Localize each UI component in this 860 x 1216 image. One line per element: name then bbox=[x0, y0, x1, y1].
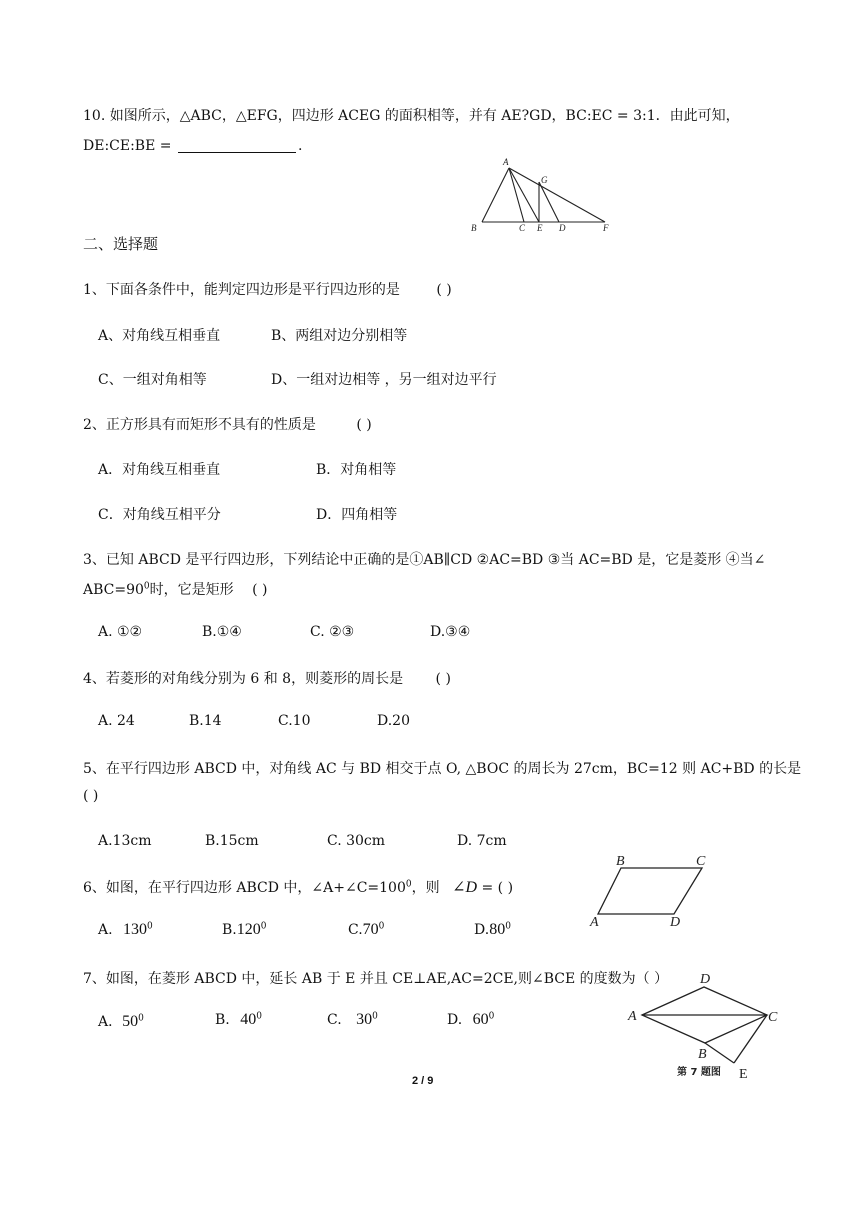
section-title: 二、选择题 bbox=[83, 235, 159, 253]
label-C: C bbox=[768, 1010, 778, 1025]
q5-option-d[interactable]: D. 7cm bbox=[457, 833, 507, 849]
q6-stem bbox=[83, 877, 513, 897]
q6-option-a-degree: 0 bbox=[147, 921, 153, 932]
q7-option-c[interactable] bbox=[327, 1011, 378, 1029]
q4-option-c[interactable]: C.10 bbox=[278, 713, 311, 729]
q10-answer-blank[interactable] bbox=[178, 138, 296, 153]
q7-option-a-label: A． bbox=[98, 1014, 123, 1030]
q3-line2-post: 时，它是矩形 bbox=[149, 582, 234, 598]
q6-option-c-label: C. bbox=[348, 922, 363, 938]
q2-option-b[interactable]: B．对角相等 bbox=[316, 462, 397, 478]
q1-stem-text: 1、下面各条件中，能判定四边形是平行四边形的是 bbox=[83, 282, 400, 298]
label-C: C bbox=[519, 223, 526, 233]
q7-option-a[interactable] bbox=[98, 1011, 144, 1031]
q7-option-d-label: D. bbox=[447, 1012, 463, 1028]
q7-figure-caption: 第 7 题图 bbox=[677, 1067, 721, 1078]
line-GD bbox=[539, 182, 559, 222]
q1-option-b[interactable]: B、两组对边分别相等 bbox=[271, 328, 408, 344]
q3-option-b[interactable]: B.①④ bbox=[202, 624, 242, 640]
label-E: E bbox=[537, 223, 543, 233]
q1-option-a[interactable]: A、对角线互相垂直 bbox=[98, 328, 221, 344]
label-B: B bbox=[471, 223, 477, 233]
q5-line1: 5、在平行四边形 ABCD 中，对角线 AC 与 BD 相交于点 O, △BOC 的周长为 27cm，BC=12 则 AC+BD 的长是 bbox=[83, 761, 802, 777]
q6-parallelogram-figure bbox=[586, 850, 716, 932]
q2-option-d[interactable]: D．四角相等 bbox=[316, 507, 398, 523]
q7-option-d-value: 60 bbox=[472, 1011, 489, 1028]
q7-option-b-degree: 0 bbox=[256, 1011, 262, 1022]
q7-option-b[interactable] bbox=[215, 1011, 262, 1029]
q3-option-d[interactable]: D.③④ bbox=[430, 624, 471, 640]
q5-answer-paren[interactable]: ( ) bbox=[83, 788, 99, 804]
q6-stem-pre: 6、如图，在平行四边形 ABCD 中，∠A+∠C=100 bbox=[83, 880, 406, 896]
q10-line2-suffix: . bbox=[297, 138, 303, 154]
q3-option-a[interactable]: A. ①② bbox=[98, 624, 143, 640]
label-B: B bbox=[616, 854, 625, 869]
q10-triangle-figure bbox=[468, 156, 618, 236]
q6-option-a-value: 130 bbox=[123, 921, 148, 938]
q2-option-a[interactable]: A．对角线互相垂直 bbox=[98, 462, 221, 478]
q6-option-a[interactable] bbox=[98, 921, 153, 939]
q2-option-c[interactable]: C．对角线互相平分 bbox=[98, 507, 221, 523]
q6-degree: 0 bbox=[405, 879, 412, 890]
q6-option-b-value: 120 bbox=[236, 921, 261, 938]
q6-option-d[interactable] bbox=[474, 921, 511, 939]
q7-rhombus-figure bbox=[622, 965, 787, 1085]
q7-option-a-degree: 0 bbox=[138, 1013, 144, 1024]
label-A: A bbox=[590, 915, 599, 930]
q6-option-c-degree: 0 bbox=[378, 921, 385, 932]
label-G: G bbox=[541, 175, 548, 185]
q6-option-c-value: 70 bbox=[362, 921, 379, 938]
q7-option-d[interactable] bbox=[447, 1011, 494, 1029]
q6-stem-post[interactable]: = ( ) bbox=[481, 880, 514, 896]
label-D: D bbox=[700, 972, 711, 987]
line-AC bbox=[509, 168, 524, 222]
q6-option-d-degree: 0 bbox=[505, 921, 511, 932]
q2-stem-text: 2、正方形具有而矩形不具有的性质是 bbox=[83, 417, 316, 433]
q1-stem bbox=[83, 279, 452, 299]
page-number: 2 / 9 bbox=[412, 1075, 434, 1087]
q7-option-b-value: 40 bbox=[240, 1011, 257, 1028]
q3-line2 bbox=[83, 579, 267, 599]
q4-answer-paren[interactable]: ( ) bbox=[435, 671, 451, 687]
q7-option-c-degree: 0 bbox=[372, 1011, 378, 1022]
q7-option-c-label: C. bbox=[327, 1012, 342, 1028]
q1-answer-paren[interactable]: ( ) bbox=[436, 282, 452, 298]
line-be bbox=[705, 1043, 734, 1063]
label-D: D bbox=[559, 223, 566, 233]
q10-line1: 10. 如图所示，△ABC，△EFG，四边形 ACEG 的面积相等，并有 AE?GD，BC:EC = 3:1．由此可知， bbox=[83, 108, 740, 124]
parallelogram-abcd bbox=[598, 868, 702, 914]
q1-option-c[interactable]: C、一组对角相等 bbox=[98, 372, 207, 388]
q7-option-b-label: B. bbox=[215, 1012, 230, 1028]
label-B: B bbox=[698, 1047, 707, 1062]
q2-answer-paren[interactable]: ( ) bbox=[356, 417, 372, 433]
q10-line2-prefix: DE:CE:BE = bbox=[83, 138, 172, 154]
q7-stem: 7、如图，在菱形 ABCD 中，延长 AB 于 E 并且 CE⊥AE,AC=2CE,则∠BCE 的度数为（ ） bbox=[83, 971, 669, 987]
q7-option-a-value: 50 bbox=[122, 1013, 139, 1030]
q3-answer-paren[interactable]: ( ) bbox=[252, 582, 268, 598]
q1-option-d[interactable]: D、一组对边相等 ，另一组对边平行 bbox=[271, 372, 497, 388]
q4-option-d[interactable]: D.20 bbox=[377, 713, 410, 729]
q6-option-b-label: B. bbox=[222, 922, 237, 938]
q4-stem bbox=[83, 668, 451, 688]
q6-option-b[interactable] bbox=[222, 921, 266, 939]
q5-option-b[interactable]: B.15cm bbox=[205, 833, 259, 849]
q3-line1: 3、已知 ABCD 是平行四边形，下列结论中正确的是①AB∥CD ②AC=BD ③当 AC=BD 是，它是菱形 ④当∠ bbox=[83, 552, 766, 568]
label-F: F bbox=[603, 223, 609, 233]
q6-option-c[interactable] bbox=[348, 921, 384, 939]
q6-option-b-degree: 0 bbox=[260, 921, 267, 932]
q4-option-a[interactable]: A. 24 bbox=[98, 713, 135, 729]
q7-option-d-degree: 0 bbox=[488, 1011, 495, 1022]
q5-option-c[interactable]: C. 30cm bbox=[327, 833, 386, 849]
q4-stem-text: 4、若菱形的对角线分别为 6 和 8，则菱形的周长是 bbox=[83, 671, 404, 687]
q6-option-d-value: 80 bbox=[489, 921, 506, 938]
label-C: C bbox=[696, 854, 706, 869]
q7-option-c-value: 30 bbox=[356, 1011, 373, 1028]
line-AB bbox=[482, 168, 509, 222]
q6-angle-d: ∠D bbox=[452, 879, 478, 896]
label-A: A bbox=[503, 157, 509, 167]
q6-option-d-label: D. bbox=[474, 922, 490, 938]
label-A: A bbox=[628, 1009, 637, 1024]
q5-option-a[interactable]: A.13cm bbox=[98, 833, 152, 849]
q10-line2 bbox=[83, 138, 302, 154]
q3-option-c[interactable]: C. ②③ bbox=[310, 624, 355, 640]
q6-option-a-label: A. bbox=[98, 922, 113, 938]
label-E: E bbox=[739, 1067, 748, 1082]
q4-option-b[interactable]: B.14 bbox=[189, 713, 222, 729]
q6-stem-mid: ，则 bbox=[411, 880, 440, 896]
q3-line2-pre: ABC=90 bbox=[83, 582, 144, 598]
q2-stem bbox=[83, 414, 372, 434]
q3-degree: 0 bbox=[143, 581, 150, 592]
label-D: D bbox=[670, 915, 681, 930]
